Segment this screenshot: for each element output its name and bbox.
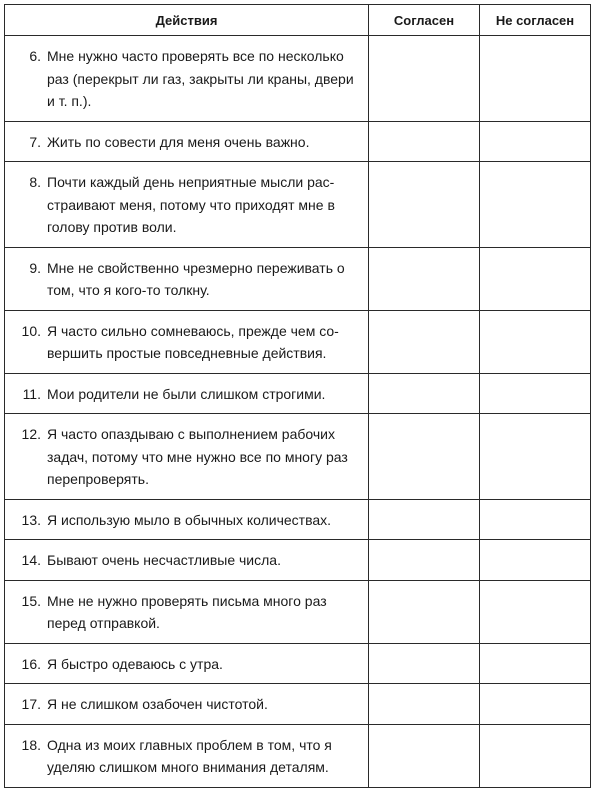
statement-text: Мои родители не были слишком строгими. <box>47 385 326 402</box>
disagree-cell[interactable] <box>480 724 591 787</box>
statement-number: 15. <box>21 592 41 609</box>
statement-number: 8. <box>29 174 41 190</box>
statement-cell <box>5 247 369 310</box>
disagree-cell[interactable] <box>480 684 591 725</box>
statement-text: Бывают очень несчастливые числа. <box>47 552 281 568</box>
statement-cell <box>5 643 369 684</box>
agree-cell[interactable] <box>369 36 480 122</box>
statement-cell <box>5 121 369 162</box>
disagree-cell[interactable] <box>480 247 591 310</box>
statement-text: Я не слишком озабочен чистотой. <box>47 696 268 712</box>
statement-cell <box>5 684 369 725</box>
table-row <box>5 540 591 581</box>
statement-cell <box>5 724 369 787</box>
statement-number: 13. <box>21 511 41 528</box>
table-row <box>5 121 591 162</box>
agree-cell[interactable] <box>369 724 480 787</box>
statement-number: 11. <box>22 385 41 402</box>
disagree-cell[interactable] <box>480 310 591 373</box>
statement-text: Я часто опаздываю с выполнением рабочих задач, потому что мне нужно все по многу раз перепроверять. <box>47 426 348 487</box>
table-row <box>5 499 591 540</box>
disagree-cell[interactable] <box>480 36 591 122</box>
agree-cell[interactable] <box>369 499 480 540</box>
agree-cell[interactable] <box>369 414 480 500</box>
statement-number: 6. <box>29 48 41 64</box>
table-row <box>5 580 591 643</box>
table-row <box>5 724 591 787</box>
statement-cell <box>5 36 369 122</box>
statement-number: 7. <box>29 133 41 150</box>
statement-text: Одна из моих главных проблем в том, что я уделяю слишком много внимания деталям. <box>47 736 332 775</box>
statement-text: Я часто сильно сомневаюсь, прежде чем совершить простые повседневные действия. <box>47 322 339 361</box>
agree-cell[interactable] <box>369 310 480 373</box>
questionnaire-table <box>4 4 591 788</box>
header-agree: Согласен <box>369 5 480 36</box>
table-row <box>5 36 591 122</box>
agree-cell[interactable] <box>369 162 480 248</box>
table-row <box>5 643 591 684</box>
statement-text: Мне нужно часто проверять все по несколько раз (перекрыт ли газ, закрыты ли краны, двери и т. п.). <box>47 48 354 109</box>
statement-number: 9. <box>29 259 41 276</box>
agree-cell[interactable] <box>369 643 480 684</box>
statement-number: 10. <box>21 322 41 339</box>
statement-cell <box>5 310 369 373</box>
disagree-cell[interactable] <box>480 580 591 643</box>
disagree-cell[interactable] <box>480 121 591 162</box>
disagree-cell[interactable] <box>480 414 591 500</box>
statement-number: 18. <box>21 736 41 753</box>
header-row <box>5 5 591 36</box>
table-row <box>5 162 591 248</box>
statement-number: 17. <box>21 696 41 712</box>
statement-cell <box>5 540 369 581</box>
statement-text: Жить по совести для меня очень важно. <box>47 133 310 150</box>
statement-text: Мне не нужно проверять письма много раз перед отправкой. <box>47 592 327 631</box>
header-actions: Действия <box>5 5 369 36</box>
table-row <box>5 684 591 725</box>
statement-number: 12. <box>21 426 41 442</box>
table-row <box>5 414 591 500</box>
statement-number: 14. <box>21 552 41 568</box>
statement-cell <box>5 162 369 248</box>
header-disagree: Не согласен <box>480 5 591 36</box>
statement-text: Мне не свойственно чрезмерно переживать о том, что я кого-то толкну. <box>47 259 345 298</box>
agree-cell[interactable] <box>369 373 480 414</box>
disagree-cell[interactable] <box>480 499 591 540</box>
statement-number: 16. <box>21 655 41 672</box>
table-row <box>5 247 591 310</box>
agree-cell[interactable] <box>369 684 480 725</box>
agree-cell[interactable] <box>369 247 480 310</box>
agree-cell[interactable] <box>369 580 480 643</box>
statement-cell <box>5 499 369 540</box>
disagree-cell[interactable] <box>480 540 591 581</box>
statement-text: Я использую мыло в обычных количествах. <box>47 511 332 528</box>
table-row <box>5 310 591 373</box>
disagree-cell[interactable] <box>480 373 591 414</box>
statement-text: Я быстро одеваюсь с утра. <box>47 655 223 672</box>
statement-text: Почти каждый день неприятные мысли расстраивают меня, потому что приходят мне в голову против воли. <box>47 174 335 235</box>
table-row <box>5 373 591 414</box>
statement-cell <box>5 373 369 414</box>
disagree-cell[interactable] <box>480 162 591 248</box>
agree-cell[interactable] <box>369 121 480 162</box>
statement-cell <box>5 580 369 643</box>
agree-cell[interactable] <box>369 540 480 581</box>
statement-cell <box>5 414 369 500</box>
disagree-cell[interactable] <box>480 643 591 684</box>
